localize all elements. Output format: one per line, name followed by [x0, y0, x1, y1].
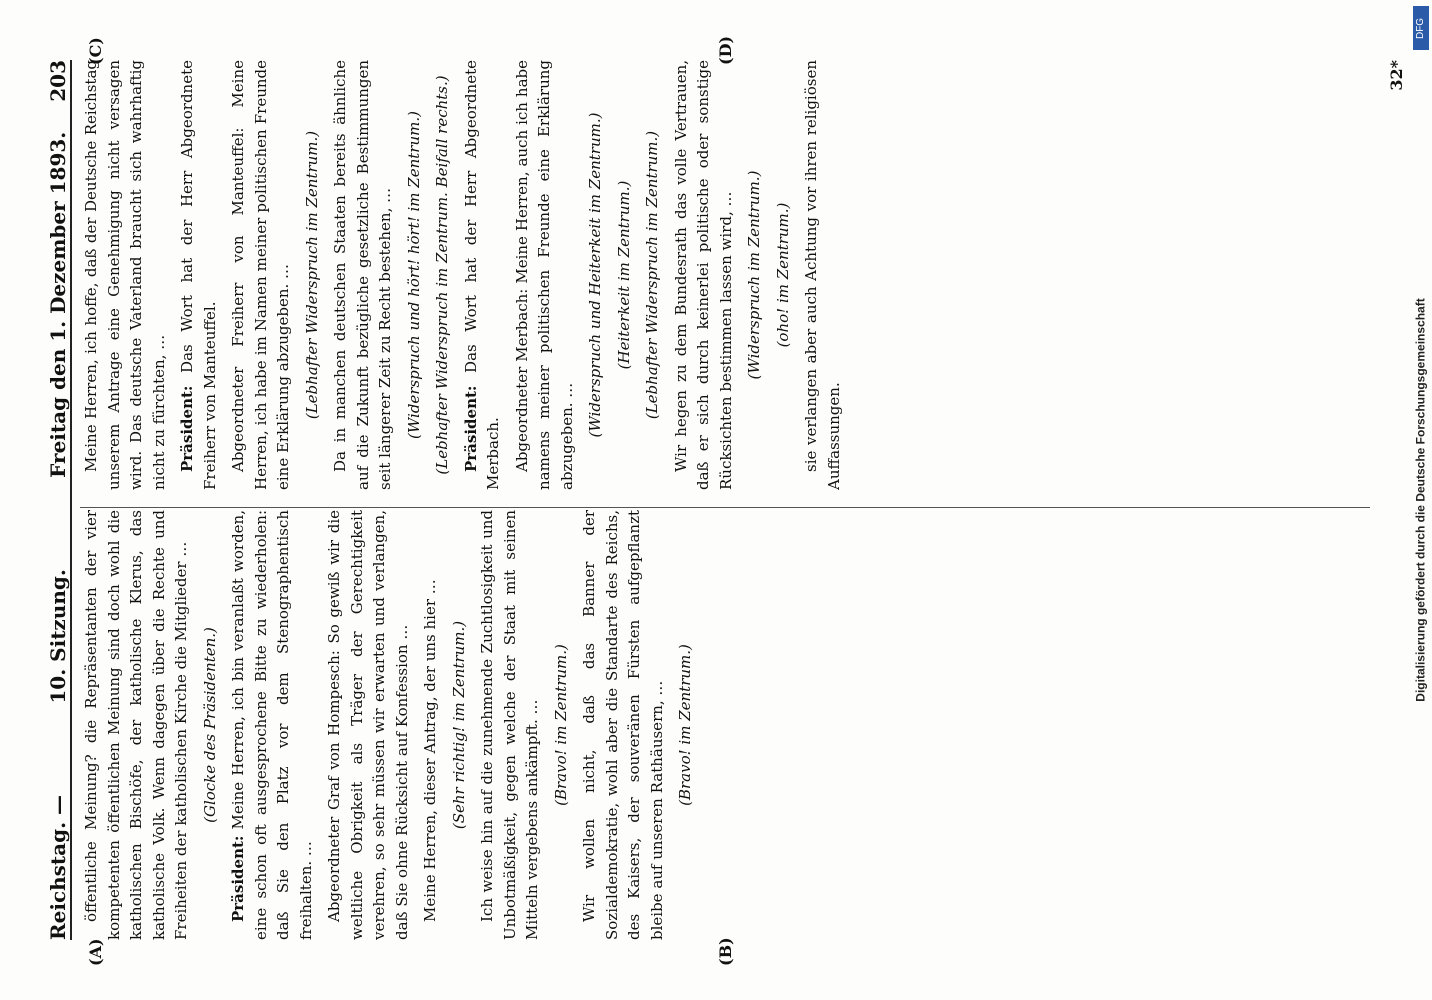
rotated-page-content: [16, 20, 1416, 980]
stage-direction: (Sehr richtig! im Zentrum.): [449, 620, 468, 830]
speaker-paragraph: [176, 60, 221, 490]
left-column: [80, 510, 1370, 940]
speaker-paragraph: [227, 510, 317, 940]
paragraph: Abgeordneter Merbach: Meine Herren, auch ich habe namens meiner politischen Freunde eine Erklärung abzugeben. …: [512, 60, 576, 490]
stage-direction: (Widerspruch im Zentrum.): [745, 170, 763, 380]
column-divider: [80, 507, 1370, 508]
stage-direction: (Bravo! im Zentrum.): [551, 644, 570, 806]
stage-direction: (Widerspruch und Heiterkeit im Zentrum.): [586, 112, 604, 438]
speech-text: Das Wort hat der Herr Abgeordnete Merbach.: [461, 60, 502, 490]
margin-marker-c: (C): [86, 37, 105, 65]
paragraph: Meine Herren, dieser Antrag, der uns hier …: [421, 579, 439, 922]
page-header: [36, 60, 72, 940]
credit-text: Digitalisierung gefördert durch die Deutsche Forschungsgemeinschaft: [1414, 298, 1428, 702]
paragraph: Meine Herren, ich hoffe, daß der Deutsche Reichstag unserem Antrage eine Genehmigung nicht versagen wird. Das deutsche Vaterland braucht sich wahrhaftig nicht zu fürchten, …: [82, 60, 168, 490]
stage-direction: (oho! im Zentrum.): [773, 202, 792, 348]
stage-direction: (Lebhafter Widerspruch im Zentrum.): [643, 130, 661, 420]
paragraph: Ich weise hin auf die zunehmende Zuchtlosigkeit und Unbotmäßigkeit, gegen welche der Staat mit seinen Mitteln vergebens ankämpft. …: [478, 510, 541, 940]
dfg-logo-text: DFG: [1415, 17, 1427, 39]
stage-direction: (Widerspruch und hört! hört! im Zentrum.): [404, 111, 423, 439]
sheet-signature: 32*: [1387, 60, 1406, 91]
margin-marker-b: (B): [716, 937, 735, 966]
speaker-label: Präsident:: [461, 385, 480, 472]
stage-direction: (Bravo! im Zentrum.): [676, 644, 694, 806]
header-date: Freitag den 1. Dezember 1893.: [46, 131, 70, 478]
paragraph: Da in manchen deutschen Staaten bereits ähnliche auf die Zukunft bezügliche gesetzliche Bestimmungen seit längerer Zeit zu Recht bestehen, …: [331, 60, 394, 490]
dfg-logo: [1413, 6, 1429, 50]
speaker-paragraph: [460, 60, 505, 490]
right-column: [80, 60, 1370, 490]
stage-direction: (Lebhafter Widerspruch im Zentrum.): [302, 130, 321, 420]
header-left: Reichstag. —: [46, 794, 70, 940]
paragraph: sie verlangen aber auch Achtung vor ihren religiösen Auffassungen.: [802, 60, 843, 490]
paragraph: öffentliche Meinung? die Repräsentanten der vier kompetenten öffentlichen Meinung sind doch wohl die katholischen Bischöfe, der katholische Klerus, das katholische Volk. Wenn dagegen über die Rechte und Freiheiten der katholischen Kirche die Mitglieder …: [82, 510, 190, 940]
speaker-label: Präsident:: [229, 835, 247, 922]
paragraph: Wir hegen zu dem Bundesrath das volle Vertrauen, daß er sich durch keinerlei politische oder sonstige Rücksichten bestimmen lassen wird, …: [671, 60, 735, 490]
stage-direction: (Glocke des Präsidenten.): [200, 627, 219, 823]
speaker-label: Präsident:: [178, 385, 196, 472]
speech-text: Meine Herren, ich bin veranlaßt worden, eine schon oft ausgesprochene Bitte zu wiederholen: daß Sie den Platz vor dem Stenographentisch freihalten. …: [229, 510, 315, 940]
digitization-credit: [1410, 0, 1432, 1000]
header-session: 10. Sitzung.: [46, 569, 70, 704]
paragraph: Abgeordneter Graf von Hompesch: So gewiß wir die weltliche Obrigkeit als Träger der Gerechtigkeit verehren, so sehr müssen wir erwarten und verlangen, daß Sie ohne Rücksicht auf Konfession …: [325, 510, 411, 940]
margin-marker-a: (A): [86, 938, 105, 966]
stage-direction: (Lebhafter Widerspruch im Zentrum. Beifall rechts.): [433, 75, 451, 475]
speech-text: Das Wort hat der Herr Abgeordnete Freiherr von Manteuffel.: [178, 60, 219, 490]
paragraph: Wir wollen nicht, daß das Banner der Sozialdemokratie, wohl aber die Standarte des Reichs, des Kaisers, der souveränen Fürsten aufgepflanzt bleibe auf unseren Rathäusern, …: [580, 510, 666, 940]
paragraph: Abgeordneter Freiherr von Manteuffel: Meine Herren, ich habe im Namen meiner politischen Freunde eine Erklärung abzugeben. …: [229, 60, 292, 490]
page-number: 203: [46, 60, 70, 102]
stage-direction: (Heiterkeit im Zentrum.): [614, 180, 633, 370]
margin-marker-d: (D): [716, 35, 735, 65]
